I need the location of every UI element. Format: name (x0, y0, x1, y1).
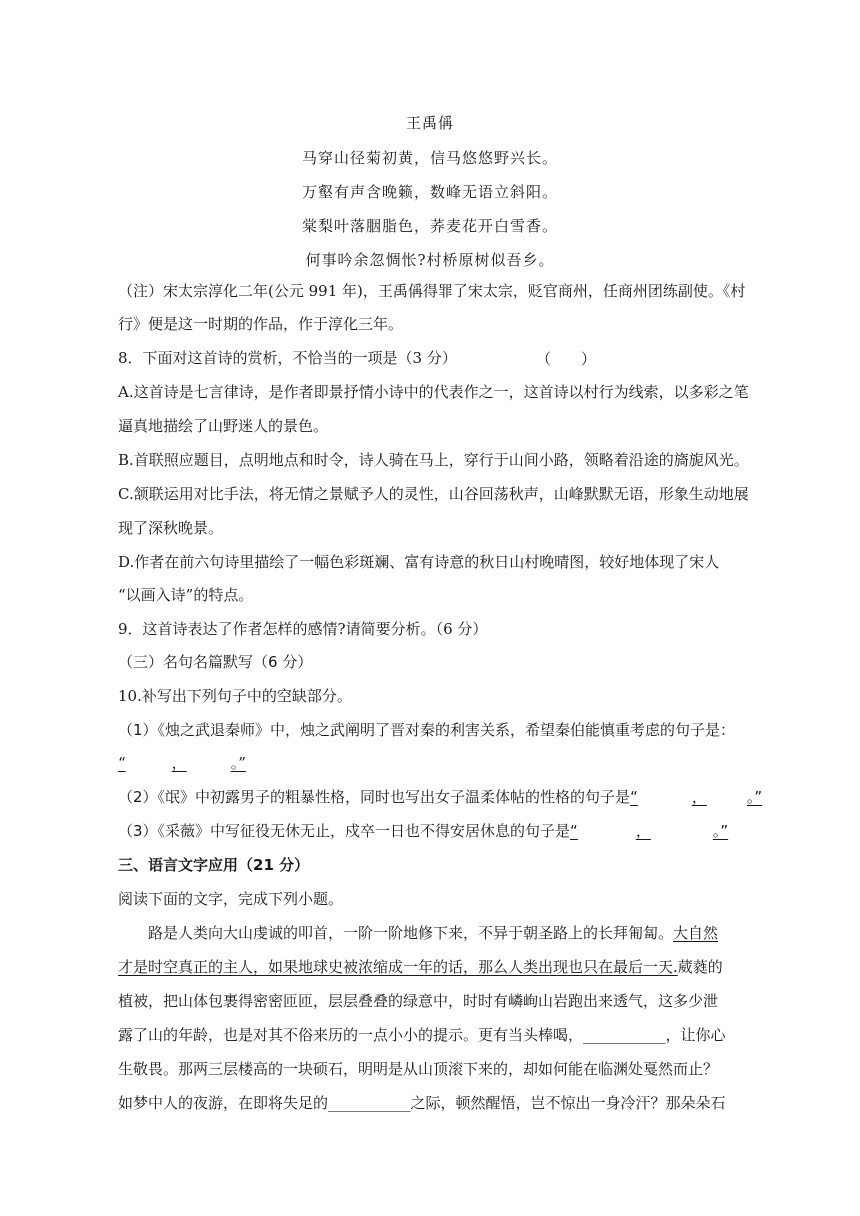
option-b-line-1: B.首联照应题目，点明地点和时令，诗人骑在马上，穿行于山间小路，领略着沿途的旖旎风光。 (118, 451, 749, 469)
passage-line-2 (118, 957, 742, 977)
passage-text: 路是人类向大山虔诚的叩首，一阶一阶地修下来，不异于朝圣路上的长拜匍匐。 (148, 924, 674, 942)
poem-line-4: 何事吟余忽惆怅?村桥原树似吾乡。 (305, 251, 555, 269)
q10-item-3-blank-line (570, 822, 728, 840)
q10-item-3-text: （3）《采薇》中写征役无休无止，戍卒一日也不得安居休息的句子是 (118, 822, 571, 840)
section-3-heading: （三）名句名篇默写（6 分） (118, 653, 313, 671)
answer-bracket: （ ） (536, 350, 597, 368)
poem-note-line-2: 行》便是这一时期的作品，作于淳化三年。 (118, 315, 404, 333)
option-a-line-2: 逼真地描绘了山野迷人的景色。 (118, 417, 329, 435)
open-quote: “ (630, 788, 638, 806)
question-8-stem: 8．下面对这首诗的赏析，不恰当的一项是（3 分） (118, 349, 457, 367)
passage-line-5: 生敬畏。那两三层楼高的一块硕石，明明是从山顶滚下来的，却如何能在临渊处戛然而止？ (118, 1060, 719, 1078)
q10-item-1-blank-line (118, 754, 246, 772)
q10-item-2 (118, 787, 763, 807)
q10-item-1-answer (118, 753, 742, 773)
passage-text: 之际，顿然醒悟，岂不惊出一身冷汗？那朵朵石 (410, 1094, 726, 1112)
open-quote: “ (570, 822, 578, 840)
q10-item-2-blank-line (630, 788, 762, 806)
passage-underlined-text: 大自然 (673, 924, 719, 942)
poem-note-line-1: （注）宋太宗淳化二年(公元 991 年)，王禹偁得罪了宋太宗，贬官商州，任商州团练副使。《村 (118, 282, 746, 300)
option-c-line-1: C.颔联运用对比手法，将无情之景赋予人的灵性，山谷回荡秋声，山峰默默无语，形象生动地展 (118, 485, 749, 503)
passage-text: ，让你心 (665, 1026, 726, 1044)
option-a-line-1: A.这首诗是七言律诗，是作者即景抒情小诗中的代表作之一，这首诗以村行为线索，以多彩之笔 (118, 383, 749, 401)
q10-item-1-line-1: （1）《烛之武退秦师》中，烛之武阐明了晋对秦的利害关系，希望秦伯能慎重考虑的句子是： (118, 721, 736, 739)
comma: ， (171, 754, 187, 772)
passage-line-6 (118, 1093, 742, 1113)
poem-line-1: 马穿山径菊初黄，信马悠悠野兴长。 (301, 149, 558, 167)
passage-blank: ___________ (583, 1026, 666, 1044)
passage-blank: ___________ (328, 1094, 411, 1112)
comma: ， (691, 788, 707, 806)
passage-line-1 (118, 923, 742, 943)
close-quote: 。” (712, 822, 729, 840)
passage-text: 露了山的年龄，也是对其不俗来历的一点小小的提示。更有当头棒喝， (118, 1026, 584, 1044)
part-3-intro: 阅读下面的文字，完成下列小题。 (118, 890, 344, 908)
passage-text: 如梦中人的夜游，在即将失足的 (118, 1094, 329, 1112)
q10-item-2-text: （2）《氓》中初露男子的粗暴性格，同时也写出女子温柔体帖的性格的句子是 (118, 788, 631, 806)
option-d-line-2: “以画入诗”的特点。 (118, 586, 254, 604)
q10-item-3 (118, 821, 742, 841)
question-10-stem: 10.补写出下列句子中的空缺部分。 (118, 687, 352, 705)
open-quote: “ (118, 754, 126, 772)
passage-text: 葳蕤的 (677, 958, 723, 976)
passage-line-3: 植被，把山体包裹得密密匝匝，层层叠叠的绿意中，时时有嶙峋山岩跑出来透气，这多少泄 (118, 992, 719, 1010)
close-quote: 。” (230, 754, 246, 772)
poem-line-3: 棠梨叶落胭脂色，荞麦花开白雪香。 (301, 217, 558, 235)
comma: ， (635, 822, 651, 840)
poem-line-2: 万壑有声含晚籁，数峰无语立斜阳。 (301, 183, 558, 201)
part-3-heading: 三、语言文字应用（21 分） (118, 856, 310, 874)
poem-author: 王禹偁 (405, 114, 454, 132)
passage-line-4 (118, 1025, 742, 1045)
question-9-stem: 9．这首诗表达了作者怎样的感情?请简要分析。（6 分） (118, 620, 488, 638)
option-d-line-1: D.作者在前六句诗里描绘了一幅色彩斑斓、富有诗意的秋日山村晚晴图，较好地体现了宋人 (118, 553, 720, 571)
option-c-line-2: 现了深秋晚景。 (118, 519, 224, 537)
passage-underlined-text: 才是时空真正的主人，如果地球史被浓缩成一年的话，那么人类出现也只在最后一天. (118, 958, 678, 976)
close-quote: 。” (746, 788, 763, 806)
